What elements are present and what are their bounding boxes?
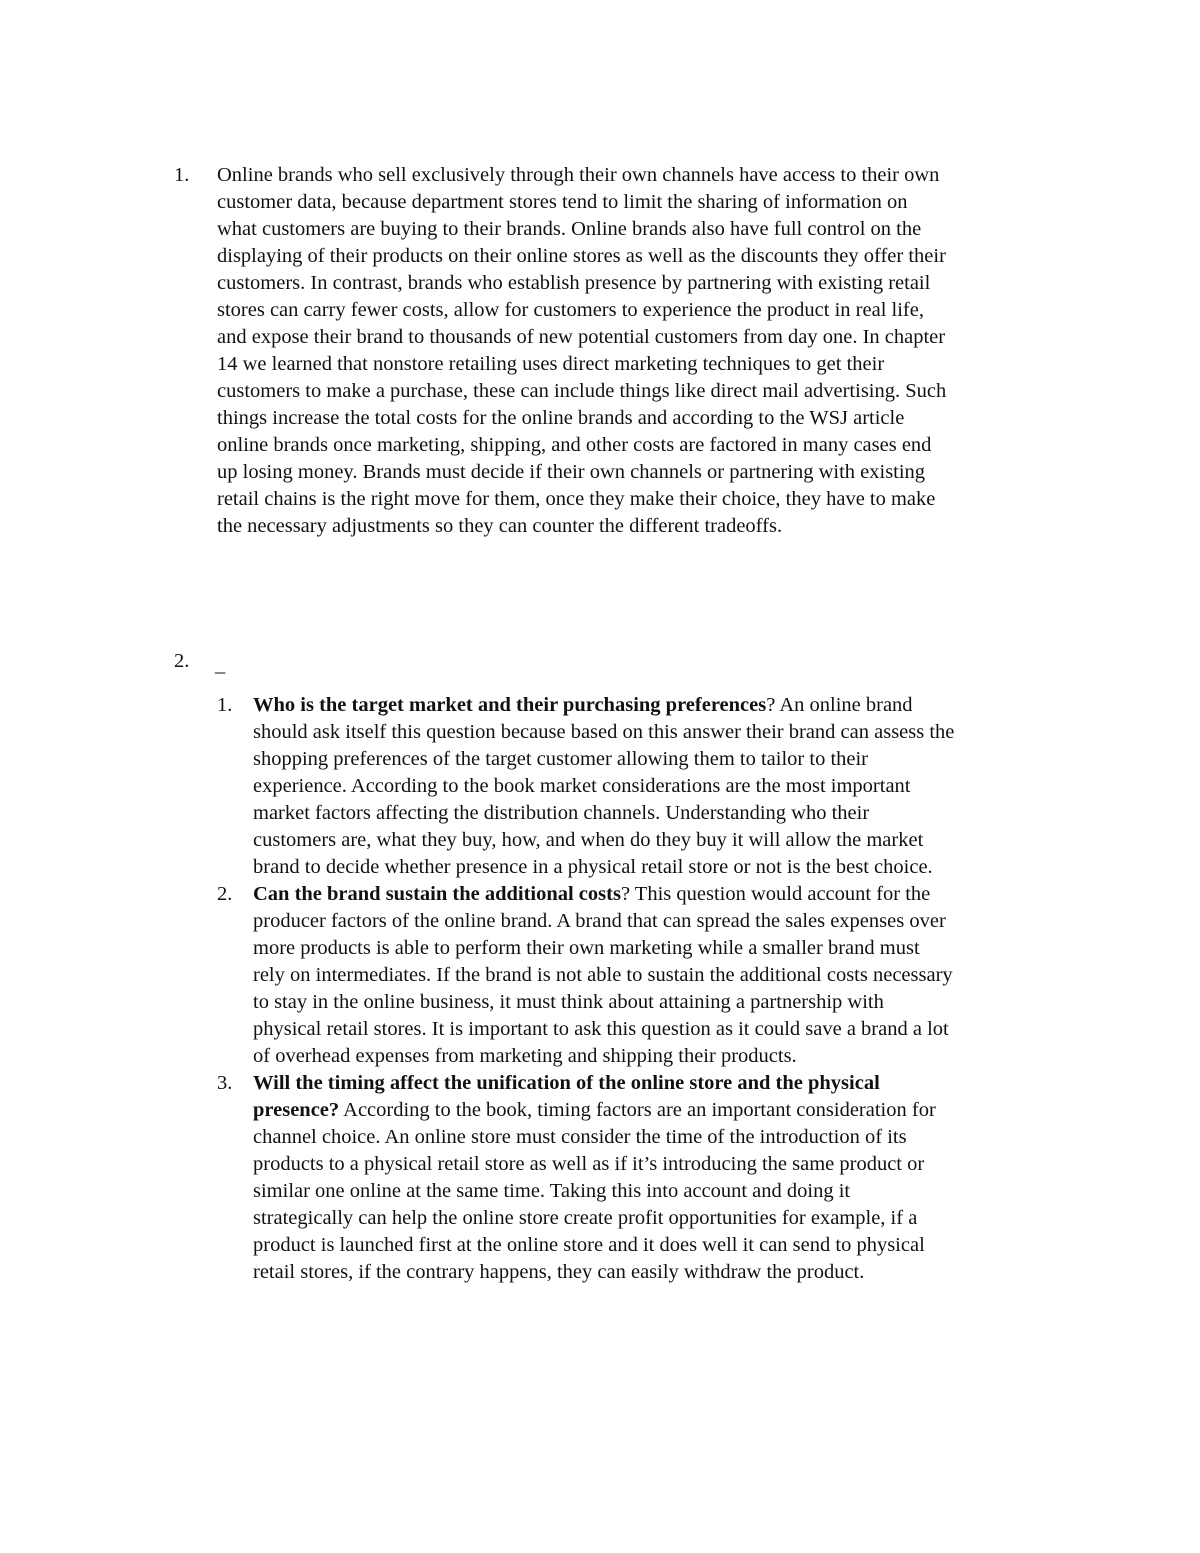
question-heading: Who is the target market and their purchasing preferences	[253, 694, 767, 716]
text-line: displaying of their products on their online stores as well as the discounts they offer their	[217, 245, 946, 267]
text-line: retail stores, if the contrary happens, they can easily withdraw the product.	[253, 1261, 865, 1283]
text-line: customer data, because department stores tend to limit the sharing of information on	[217, 191, 908, 213]
list-number: 3.	[217, 1072, 233, 1094]
text-line: 14 we learned that nonstore retailing uses direct marketing techniques to get their	[217, 353, 885, 375]
text-line: market factors affecting the distribution channels. Understanding who their	[253, 802, 870, 824]
text-line	[253, 881, 1093, 908]
list-number: 2.	[217, 883, 233, 905]
text-line: up losing money. Brands must decide if their own channels or partnering with existing	[217, 461, 926, 483]
text-line: strategically can help the online store create profit opportunities for example, if a	[253, 1207, 918, 1229]
text-fragment: ? An online brand	[766, 694, 913, 716]
list-number: 1.	[174, 164, 190, 186]
text-line: customers to make a purchase, these can include things like direct mail advertising. Such	[217, 380, 947, 402]
text-line: Online brands who sell exclusively through their own channels have access to their own	[217, 164, 940, 186]
sub-paragraph-1	[253, 692, 1093, 881]
text-line: rely on intermediates. If the brand is not able to sustain the additional costs necessary	[253, 964, 953, 986]
text-line	[253, 692, 1093, 719]
text-line: brand to decide whether presence in a physical retail store or not is the best choice.	[253, 856, 933, 878]
text-line: retail chains is the right move for them, once they make their choice, they have to make	[217, 488, 936, 510]
text-fragment: ? This question would account for the	[620, 883, 931, 905]
question-heading: Will the timing affect the unification of the online store and the physical	[253, 1072, 880, 1094]
text-line: things increase the total costs for the online brands and according to the WSJ article	[217, 407, 905, 429]
sub-paragraph-3	[253, 1070, 1093, 1286]
text-line: what customers are buying to their brands. Online brands also have full control on the	[217, 218, 922, 240]
text-line: shopping preferences of the target customer allowing them to tailor to their	[253, 748, 869, 770]
text-line: product is launched first at the online store and it does well it can send to physical	[253, 1234, 925, 1256]
text-line: physical retail stores. It is important to ask this question as it could save a brand a lot	[253, 1018, 949, 1040]
text-line: customers. In contrast, brands who establish presence by partnering with existing retail	[217, 272, 931, 294]
text-line: to stay in the online business, it must think about attaining a partnership with	[253, 991, 884, 1013]
list-number: 2.	[174, 650, 190, 672]
question-heading: Can the brand sustain the additional costs	[253, 883, 621, 905]
text-line: customers are, what they buy, how, and when do they buy it will allow the market	[253, 829, 924, 851]
sub-paragraph-2	[253, 881, 1093, 1070]
question-heading-continued: presence?	[253, 1099, 340, 1121]
text-line: and expose their brand to thousands of new potential customers from day one. In chapter	[217, 326, 946, 348]
text-line: the necessary adjustments so they can counter the different tradeoffs.	[217, 515, 783, 537]
text-line	[253, 1097, 1093, 1124]
text-line: similar one online at the same time. Taking this into account and doing it	[253, 1180, 851, 1202]
text-line: of overhead expenses from marketing and shipping their products.	[253, 1045, 797, 1067]
text-fragment: According to the book, timing factors are an important consideration for	[339, 1099, 936, 1121]
text-line: more products is able to perform their own marketing while a smaller brand must	[253, 937, 920, 959]
text-line: should ask itself this question because based on this answer their brand can assess the	[253, 721, 955, 743]
paragraph-1	[217, 162, 1097, 540]
text-line: experience. According to the book market considerations are the most important	[253, 775, 911, 797]
text-line: channel choice. An online store must consider the time of the introduction of its	[253, 1126, 907, 1148]
text-line: stores can carry fewer costs, allow for customers to experience the product in real life,	[217, 299, 924, 321]
list-marker: _	[215, 654, 226, 676]
text-line: online brands once marketing, shipping, and other costs are factored in many cases end	[217, 434, 932, 456]
list-number: 1.	[217, 694, 233, 716]
text-line: products to a physical retail store as well as if it’s introducing the same product or	[253, 1153, 925, 1175]
text-line	[253, 1070, 1093, 1097]
text-line: producer factors of the online brand. A brand that can spread the sales expenses over	[253, 910, 946, 932]
